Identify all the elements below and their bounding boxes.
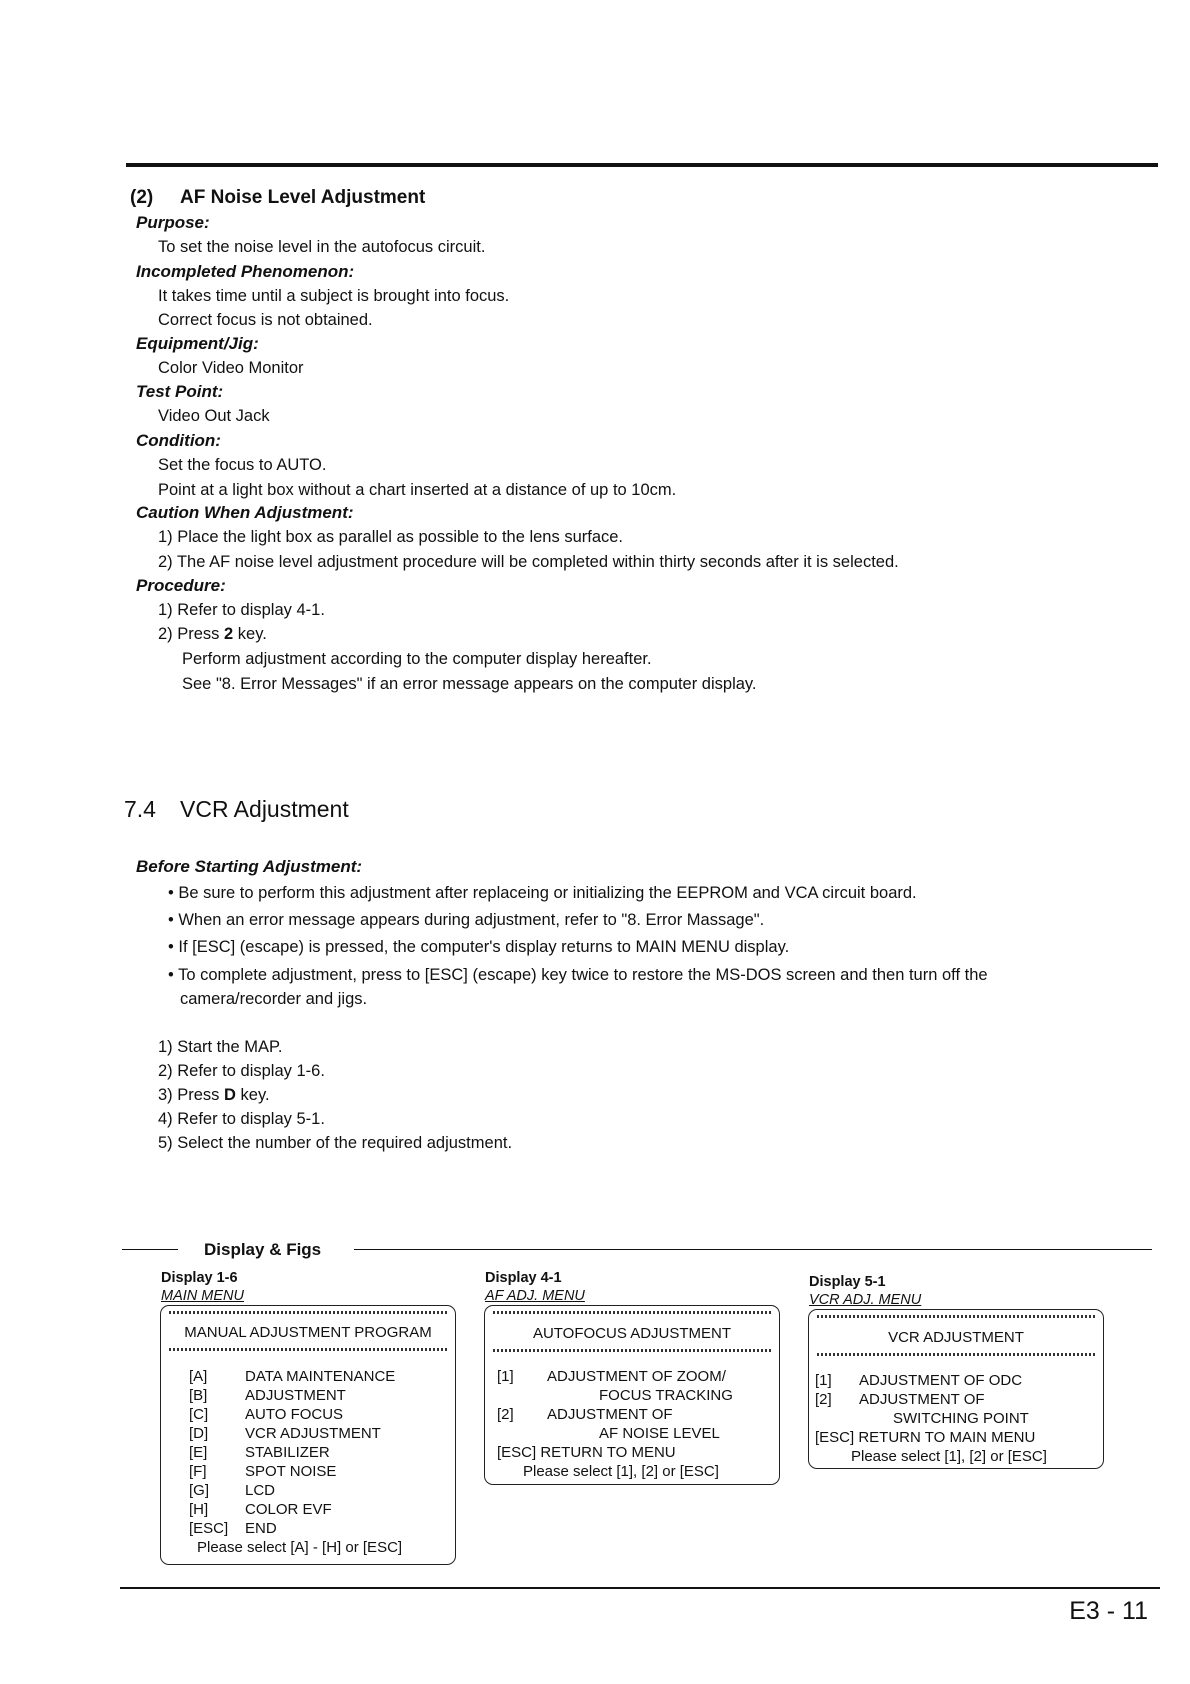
bullet-item: camera/recorder and jigs. bbox=[180, 990, 368, 1008]
menu-item-key: [2] bbox=[497, 1406, 514, 1423]
display-5-1-header: VCR ADJUSTMENT bbox=[888, 1329, 1024, 1346]
menu-item-key: [ESC] bbox=[189, 1520, 229, 1537]
menu-item-label: SWITCHING POINT bbox=[893, 1410, 1029, 1427]
bullet-item: • If [ESC] (escape) is pressed, the computer's display returns to MAIN MENU display. bbox=[168, 938, 790, 956]
display-figs-heading bbox=[122, 1240, 1152, 1260]
menu-item-esc: [ESC] RETURN TO MENU bbox=[497, 1444, 676, 1461]
bullet-item: • To complete adjustment, press to [ESC] (escape) key twice to restore the MS-DOS screen and then turn off the bbox=[168, 966, 988, 984]
menu-item-label: AUTO FOCUS bbox=[245, 1406, 344, 1423]
display-figs-title: Display & Figs bbox=[204, 1240, 322, 1259]
menu-item-key: [H] bbox=[189, 1501, 209, 1518]
section-title bbox=[130, 187, 425, 209]
page-number: E3 - 11 bbox=[1069, 1597, 1148, 1625]
caution-label: Caution When Adjustment: bbox=[136, 503, 354, 522]
condition-text: Set the focus to AUTO. bbox=[158, 456, 327, 474]
top-rule bbox=[126, 163, 1158, 167]
incompleted-text: Correct focus is not obtained. bbox=[158, 311, 373, 329]
bottom-rule bbox=[120, 1587, 1160, 1589]
vcr-step: 2) Refer to display 1-6. bbox=[158, 1062, 325, 1080]
display-4-1-subtitle: AF ADJ. MENU bbox=[485, 1288, 585, 1304]
menu-item-label: ADJUSTMENT OF ZOOM/ bbox=[547, 1368, 726, 1385]
key-label: D bbox=[224, 1086, 236, 1104]
vcr-step: 1) Start the MAP. bbox=[158, 1038, 283, 1056]
purpose-label: Purpose: bbox=[136, 213, 210, 232]
menu-item-key: [D] bbox=[189, 1425, 209, 1442]
menu-item-label: LCD bbox=[245, 1482, 276, 1499]
display-1-6-box bbox=[160, 1305, 456, 1565]
menu-item-label: SPOT NOISE bbox=[245, 1463, 337, 1480]
menu-item-key: [A] bbox=[189, 1368, 208, 1385]
incompleted-text: It takes time until a subject is brought into focus. bbox=[158, 287, 510, 305]
menu-item-label: DATA MAINTENANCE bbox=[245, 1368, 396, 1385]
caution-item: 2) The AF noise level adjustment procedure will be completed within thirty seconds after it is selected. bbox=[158, 553, 899, 571]
purpose-text: To set the noise level in the autofocus circuit. bbox=[158, 238, 486, 256]
menu-item-label: ADJUSTMENT bbox=[245, 1387, 346, 1404]
before-label: Before Starting Adjustment: bbox=[136, 857, 363, 876]
menu-item-label: VCR ADJUSTMENT bbox=[245, 1425, 381, 1442]
menu-item-label: ADJUSTMENT OF bbox=[547, 1406, 673, 1423]
equipment-label: Equipment/Jig: bbox=[136, 334, 259, 353]
procedure-step: 2) Press 2 key. bbox=[158, 625, 267, 643]
display-1-6-header: MANUAL ADJUSTMENT PROGRAM bbox=[184, 1324, 432, 1341]
display-4-1-header: AUTOFOCUS ADJUSTMENT bbox=[532, 1325, 732, 1342]
section-number: (2) bbox=[130, 187, 154, 208]
menu-item-key: [C] bbox=[189, 1406, 209, 1423]
bullet-item: • Be sure to perform this adjustment after replaceing or initializing the EEPROM and VCA circuit board. bbox=[168, 884, 917, 902]
menu-item-key: [1] bbox=[815, 1372, 832, 1389]
display-5-1-title: Display 5-1 bbox=[809, 1274, 886, 1290]
display-5-1-box bbox=[808, 1309, 1104, 1469]
key-label: 2 bbox=[224, 625, 234, 643]
vcr-section-title: VCR Adjustment bbox=[180, 796, 349, 822]
menu-item-label: AF NOISE LEVEL bbox=[599, 1425, 720, 1442]
menu-item-label: FOCUS TRACKING bbox=[599, 1387, 733, 1404]
display-5-1-prompt: Please select [1], [2] or [ESC] bbox=[851, 1448, 1047, 1465]
display-4-1-prompt: Please select [1], [2] or [ESC] bbox=[523, 1463, 719, 1480]
vcr-section-number: 7.4 bbox=[124, 796, 156, 822]
procedure-label: Procedure: bbox=[136, 576, 226, 595]
menu-item-key: [G] bbox=[189, 1482, 210, 1499]
incompleted-label: Incompleted Phenomenon: bbox=[136, 262, 355, 281]
menu-item-label: STABILIZER bbox=[245, 1444, 330, 1461]
menu-item-label: ADJUSTMENT OF bbox=[859, 1391, 985, 1408]
caution-item: 1) Place the light box as parallel as possible to the lens surface. bbox=[158, 528, 624, 546]
display-4-1-title: Display 4-1 bbox=[485, 1270, 562, 1286]
menu-item-key: [1] bbox=[497, 1368, 514, 1385]
menu-item-label: COLOR EVF bbox=[245, 1501, 332, 1518]
menu-item-key: [E] bbox=[189, 1444, 208, 1461]
procedure-note: Perform adjustment according to the computer display hereafter. bbox=[182, 650, 652, 668]
menu-item-label: ADJUSTMENT OF ODC bbox=[859, 1372, 1023, 1389]
procedure-step: 1) Refer to display 4-1. bbox=[158, 601, 325, 619]
condition-label: Condition: bbox=[136, 431, 221, 450]
menu-item-key: [B] bbox=[189, 1387, 208, 1404]
section-title-text: AF Noise Level Adjustment bbox=[180, 187, 426, 208]
display-5-1-subtitle: VCR ADJ. MENU bbox=[809, 1292, 922, 1308]
menu-item-key: [F] bbox=[189, 1463, 207, 1480]
menu-item-esc: [ESC] RETURN TO MAIN MENU bbox=[815, 1429, 1036, 1446]
menu-item-key: [2] bbox=[815, 1391, 832, 1408]
bullet-item: • When an error message appears during adjustment, refer to "8. Error Massage". bbox=[168, 911, 765, 929]
equipment-text: Color Video Monitor bbox=[158, 359, 304, 377]
display-1-6-title: Display 1-6 bbox=[161, 1270, 238, 1286]
display-4-1-box bbox=[484, 1305, 780, 1485]
display-1-6-prompt: Please select [A] - [H] or [ESC] bbox=[197, 1539, 403, 1556]
vcr-step: 4) Refer to display 5-1. bbox=[158, 1110, 325, 1128]
vcr-section-heading bbox=[124, 796, 349, 823]
testpoint-label: Test Point: bbox=[136, 382, 224, 401]
menu-item-label: END bbox=[245, 1520, 277, 1537]
condition-text: Point at a light box without a chart inserted at a distance of up to 10cm. bbox=[158, 481, 677, 499]
testpoint-text: Video Out Jack bbox=[158, 407, 270, 425]
procedure-note: See "8. Error Messages" if an error message appears on the computer display. bbox=[182, 675, 757, 693]
vcr-step: 5) Select the number of the required adjustment. bbox=[158, 1134, 513, 1152]
display-1-6-subtitle: MAIN MENU bbox=[161, 1288, 244, 1304]
vcr-step: 3) Press D key. bbox=[158, 1086, 270, 1104]
